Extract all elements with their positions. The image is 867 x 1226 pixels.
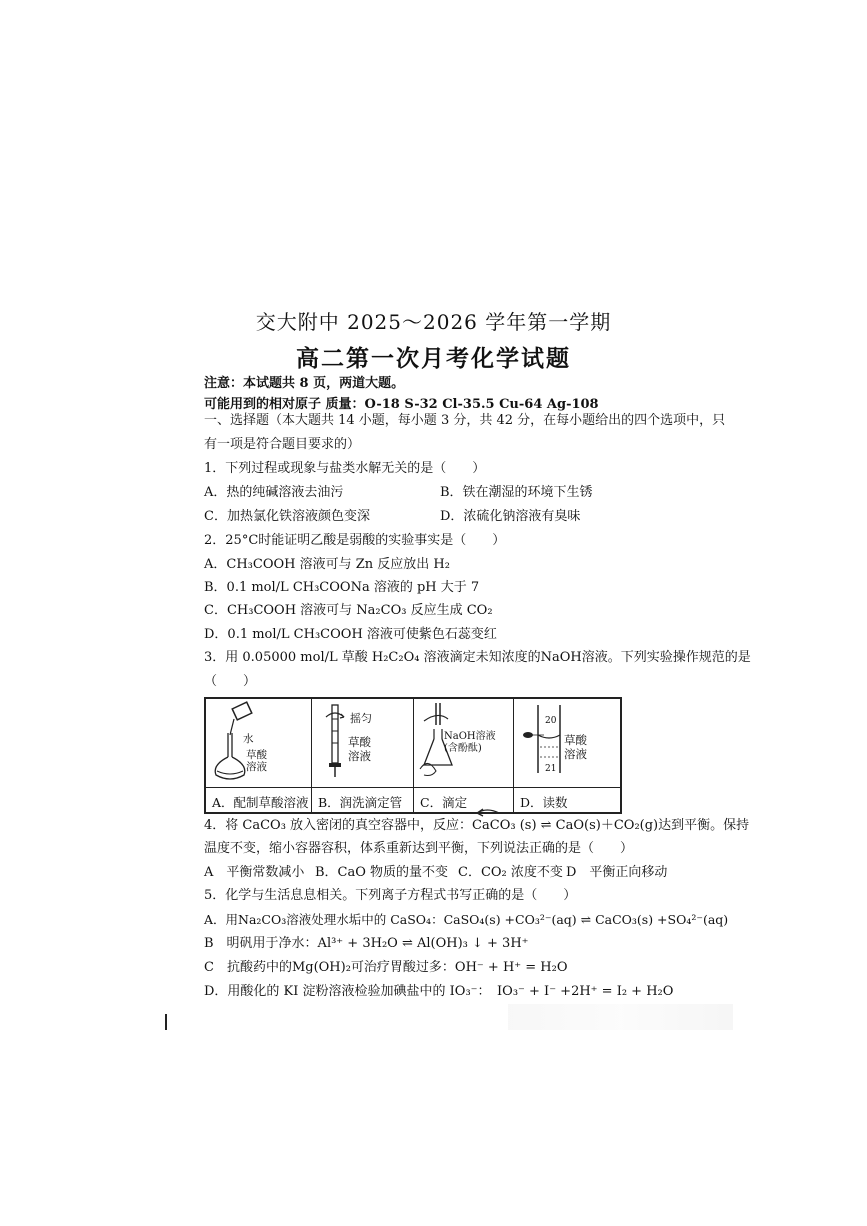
q3-cell-d	[514, 699, 620, 812]
q1-option-a: A．热的纯碱溶液去油污	[204, 485, 344, 500]
q3-caption-d: D．读数	[520, 795, 568, 810]
q2-option-b: B．0.1 mol/L CH₃COONa 溶液的 pH 大于 7	[204, 580, 480, 595]
q3-cell-b	[312, 699, 414, 812]
q4-option-b: B．CaO 物质的量不变	[315, 865, 449, 880]
q3-caption-a: A．配制草酸溶液	[212, 795, 309, 810]
q5-option-b: B 明矾用于净水：Al³⁺ + 3H₂O ⇌ Al(OH)₃ ↓ + 3H⁺	[204, 936, 529, 951]
q3-caption-c: C．滴定	[420, 795, 468, 810]
q5-option-a: A．用Na₂CO₃溶液处理水垢中的 CaSO₄：CaSO₄(s) +CO₃²⁻(aq) ⇌ CaCO₃(s) +SO₄²⁻(aq)	[204, 912, 729, 927]
margin-pen-mark	[165, 1014, 167, 1030]
cell-b-shake-label: 摇匀	[350, 712, 372, 725]
cell-a-water-label: 水	[243, 733, 254, 745]
section1-heading: 一、选择题（本大题共 14 小题，每小题 3 分，共 42 分，在每小题给出的四个选项中，只	[204, 413, 726, 428]
atomic-masses-note: 可能用到的相对原子 质量：O-18 S-32 Cl-35.5 Cu-64 Ag-108	[204, 397, 599, 412]
q1-option-b: B．铁在潮湿的环境下生锈	[440, 485, 593, 500]
q3-paren: （ ）	[204, 674, 257, 689]
q1-stem: 1．下列过程或现象与盐类水解无关的是（ ）	[204, 461, 486, 476]
q4-option-d: D 平衡正向移动	[566, 865, 668, 880]
smudge-area	[508, 1004, 733, 1030]
q3-caption-b: B．润洗滴定管	[318, 795, 403, 810]
q5-option-c: C 抗酸药中的Mg(OH)₂可治疗胃酸过多：OH⁻ + H⁺ = H₂O	[204, 960, 568, 975]
q5-stem: 5．化学与生活息息相关。下列离子方程式书写正确的是（ ）	[204, 888, 577, 903]
q1-option-c: C．加热氯化铁溶液颜色变深	[204, 509, 370, 524]
exam-title: 高二第一次月考化学试题	[296, 345, 571, 372]
q2-option-d: D．0.1 mol/L CH₃COOH 溶液可使紫色石蕊变红	[204, 627, 497, 642]
q4-stem-line1: 4．将 CaCO₃ 放入密闭的真空容器中，反应：CaCO₃ (s) ⇌ CaO(s)＋CO₂(g)达到平衡。保持	[204, 818, 750, 833]
q1-option-d: D．浓硫化钠溶液有臭味	[440, 509, 581, 524]
q4-option-c: C．CO₂ 浓度不变	[458, 865, 563, 880]
q2-option-a: A．CH₃COOH 溶液可与 Zn 反应放出 H₂	[204, 557, 450, 572]
cell-d-tick-21: 21	[545, 764, 557, 774]
q3-cell-c	[414, 699, 514, 812]
q4-option-a: A 平衡常数减小	[204, 865, 305, 880]
cell-c-naoh-label: NaOH溶液 (含酚酞)	[444, 731, 496, 754]
cell-b-solution-label: 草酸 溶液	[348, 735, 371, 763]
cell-d-tick-20: 20	[545, 716, 557, 726]
cell-d-solution-label: 草酸 溶液	[564, 733, 587, 761]
q5-option-d: D．用酸化的 KI 淀粉溶液检验加碘盐中的 IO₃⁻： IO₃⁻ + I⁻ +2H⁺ = I₂ + H₂O	[204, 984, 674, 999]
section1-heading-cont: 有一项是符合题目要求的）	[204, 437, 361, 452]
q2-stem: 2．25°C时能证明乙酸是弱酸的实验事实是（ ）	[204, 533, 506, 548]
pen-arrow-mark	[473, 805, 503, 819]
q2-option-c: C．CH₃COOH 溶液可与 Na₂CO₃ 反应生成 CO₂	[204, 603, 493, 618]
q3-figure-table	[204, 697, 622, 814]
q3-cell-a	[206, 699, 312, 812]
q3-stem: 3．用 0.05000 mol/L 草酸 H₂C₂O₄ 溶液滴定未知浓度的NaOH溶液。下列实验操作规范的是	[204, 650, 751, 665]
cell-a-solution-label: 草酸 溶液	[246, 749, 267, 773]
attention-note: 注意：本试题共 8 页，两道大题。	[204, 376, 405, 391]
school-term-heading: 交大附中 2025～2026 学年第一学期	[255, 310, 612, 334]
q4-stem-line2: 温度不变，缩小容器容积，体系重新达到平衡，下列说法正确的是（ ）	[204, 841, 634, 856]
